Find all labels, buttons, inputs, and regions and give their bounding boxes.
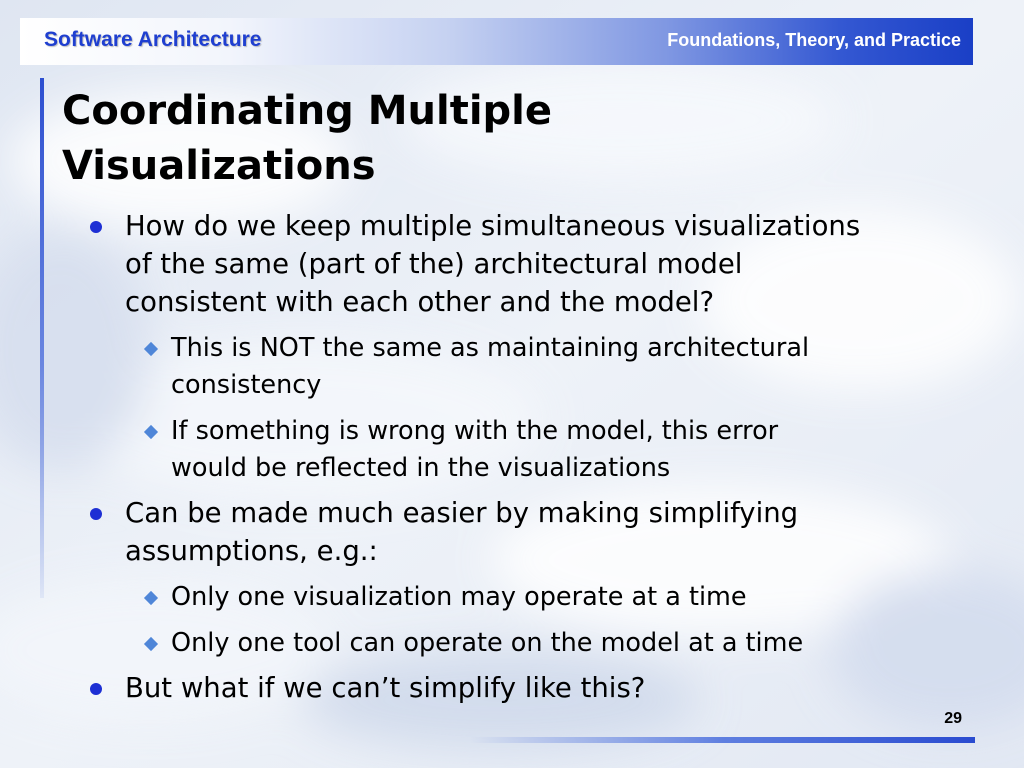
page-number: 29: [944, 710, 962, 727]
bullet-text-line: How do we keep multiple simultaneous visualizations: [125, 210, 861, 242]
bullet-text-line: consistent with each other and the model?: [125, 286, 715, 318]
bullet-text-line: Can be made much easier by making simplifying: [125, 497, 799, 529]
header-course-title: Software Architecture: [44, 28, 262, 51]
bullet-text-line: would be reflected in the visualizations: [171, 453, 671, 483]
diamond-icon: [144, 637, 158, 651]
sub-bullet-item: [62, 579, 952, 616]
slide-title-line: Visualizations: [62, 143, 376, 189]
bullet-text-line: Only one visualization may operate at a time: [171, 582, 747, 612]
slide-body: [62, 200, 952, 707]
diamond-icon: [144, 425, 158, 439]
header-book-subtitle: Foundations, Theory, and Practice: [667, 30, 961, 50]
header-bar: [20, 18, 973, 65]
slide-title: [62, 84, 962, 194]
bottom-accent-rule: [470, 737, 975, 743]
bullet-item: [62, 494, 952, 570]
bullet-text-line: But what if we can’t simplify like this?: [125, 672, 646, 704]
sub-bullet-item: [62, 625, 952, 662]
diamond-icon: [144, 342, 158, 356]
filled-circle-icon: [90, 683, 102, 695]
bullet-text-line: consistency: [171, 370, 322, 400]
filled-circle-icon: [90, 221, 102, 233]
bullet-text-line: If something is wrong with the model, this error: [171, 416, 779, 446]
bullet-item: [62, 207, 952, 321]
bullet-text-line: This is NOT the same as maintaining architectural: [171, 333, 810, 363]
bullet-item: [62, 669, 952, 707]
bullet-text-line: of the same (part of the) architectural model: [125, 248, 743, 280]
bullet-text-line: Only one tool can operate on the model at a time: [171, 628, 804, 658]
diamond-icon: [144, 591, 158, 605]
bullet-text-line: assumptions, e.g.:: [125, 535, 378, 567]
filled-circle-icon: [90, 508, 102, 520]
sub-bullet-item: [62, 330, 952, 404]
slide-title-line: Coordinating Multiple: [62, 88, 553, 134]
left-accent-rule: [40, 78, 44, 598]
sub-bullet-item: [62, 413, 952, 487]
